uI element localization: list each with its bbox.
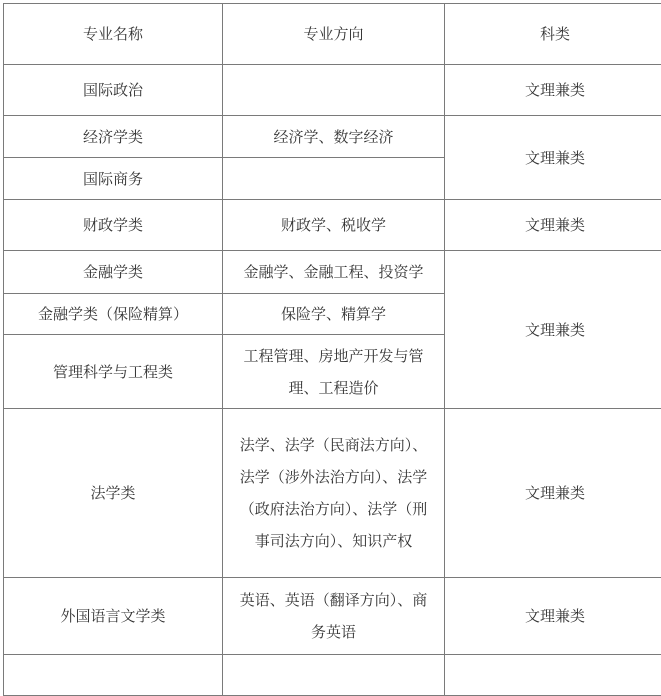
empty-cell xyxy=(4,655,223,696)
table-row xyxy=(4,251,661,294)
category-cell: 文理兼类 xyxy=(445,409,661,578)
major-direction-cell: 法学、法学（民商法方向）、法学（涉外法治方向）、法学（政府法治方向）、法学（刑事司法方向）、知识产权 xyxy=(223,409,445,578)
table-row xyxy=(4,578,661,655)
major-direction-cell: 财政学、税收学 xyxy=(223,200,445,251)
empty-cell xyxy=(445,655,661,696)
category-cell: 文理兼类 xyxy=(445,116,661,200)
category-cell: 文理兼类 xyxy=(445,578,661,655)
header-category: 科类 xyxy=(445,4,661,65)
table-header-row xyxy=(4,4,661,65)
major-name-cell: 国际商务 xyxy=(4,158,223,200)
major-direction-cell: 金融学、金融工程、投资学 xyxy=(223,251,445,294)
empty-cell xyxy=(223,655,445,696)
major-direction-cell xyxy=(223,65,445,116)
major-name-cell: 管理科学与工程类 xyxy=(4,335,223,409)
header-major-name: 专业名称 xyxy=(4,4,223,65)
table-row-partial xyxy=(4,655,661,696)
major-name-cell: 外国语言文学类 xyxy=(4,578,223,655)
table-row xyxy=(4,116,661,158)
major-direction-cell: 保险学、精算学 xyxy=(223,294,445,335)
table-row xyxy=(4,409,661,578)
major-name-cell: 金融学类（保险精算） xyxy=(4,294,223,335)
major-direction-cell xyxy=(223,158,445,200)
category-cell: 文理兼类 xyxy=(445,251,661,409)
major-direction-cell: 英语、英语（翻译方向）、商务英语 xyxy=(223,578,445,655)
table-row xyxy=(4,65,661,116)
category-cell: 文理兼类 xyxy=(445,200,661,251)
major-direction-cell: 工程管理、房地产开发与管理、工程造价 xyxy=(223,335,445,409)
majors-table xyxy=(3,3,661,696)
major-name-cell: 经济学类 xyxy=(4,116,223,158)
table-row xyxy=(4,200,661,251)
major-name-cell: 财政学类 xyxy=(4,200,223,251)
header-major-direction: 专业方向 xyxy=(223,4,445,65)
major-name-cell: 法学类 xyxy=(4,409,223,578)
category-cell: 文理兼类 xyxy=(445,65,661,116)
major-name-cell: 国际政治 xyxy=(4,65,223,116)
major-name-cell: 金融学类 xyxy=(4,251,223,294)
major-direction-cell: 经济学、数字经济 xyxy=(223,116,445,158)
